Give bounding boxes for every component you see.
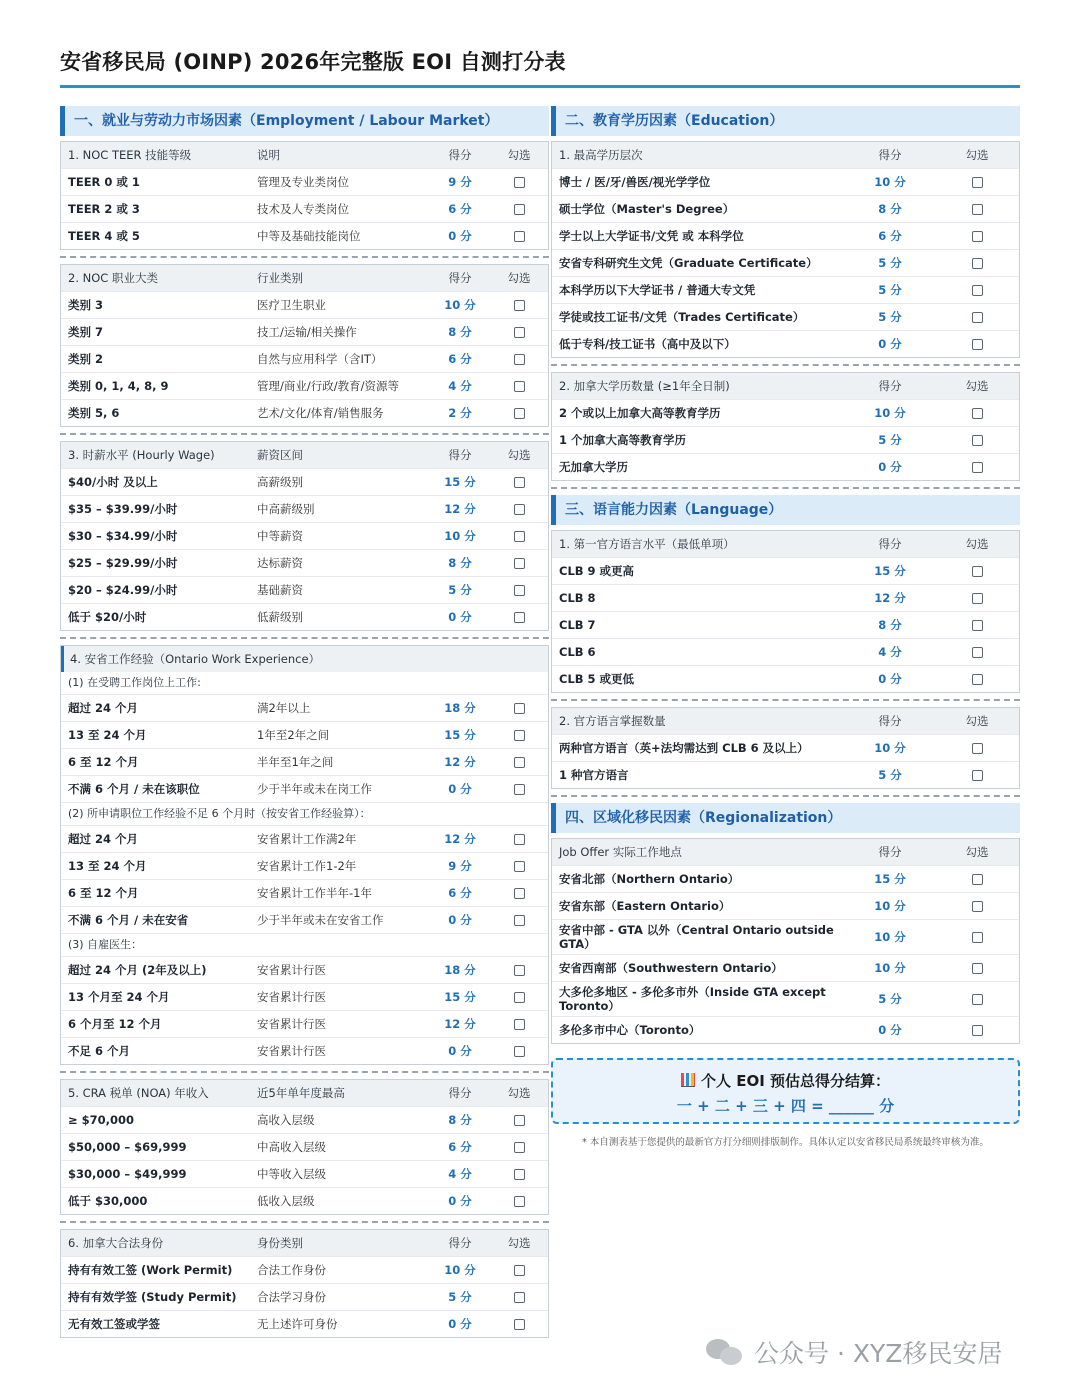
checkbox[interactable]: [514, 1319, 525, 1330]
table-row: 博士 / 医/牙/兽医/视光学学位 10 分: [552, 169, 1019, 196]
checkbox[interactable]: [972, 963, 983, 974]
experience-sub-1: (1) 在受聘工作岗位上工作:: [61, 672, 548, 695]
table-row: 安省北部（Northern Ontario） 15 分: [552, 866, 1019, 893]
first-language-table: [551, 530, 1020, 693]
result-formula: 一 + 二 + 三 + 四 = ______ 分: [676, 1097, 895, 1115]
table-row: 安省专科研究生文凭（Graduate Certificate） 5 分: [552, 250, 1019, 277]
checkbox[interactable]: [972, 647, 983, 658]
table-row: 两种官方语言（英+法均需达到 CLB 6 及以上） 10 分: [552, 735, 1019, 762]
wage-table: [60, 441, 549, 631]
score-result-box: [551, 1058, 1020, 1124]
checkbox[interactable]: [972, 932, 983, 943]
table-row: 学徒或技工证书/文凭（Trades Certificate） 5 分: [552, 304, 1019, 331]
table-header: 2. 加拿大学历数量 (≥1年全日制) 得分 勾选: [552, 373, 1019, 400]
table-row: CLB 9 或更高 15 分: [552, 558, 1019, 585]
dashed-divider: [551, 487, 1020, 489]
official-languages-table: [551, 707, 1020, 789]
table-row: $30,000 – $49,999 中等收入层级 4 分: [61, 1161, 548, 1188]
noc-category-table: [60, 264, 549, 427]
table-row: 持有有效学签 (Study Permit) 合法学习身份 5 分: [61, 1284, 548, 1311]
section-region-title: 四、区域化移民因素（Regionalization）: [551, 803, 1020, 833]
checkbox[interactable]: [514, 861, 525, 872]
dashed-divider: [551, 364, 1020, 366]
watermark: [706, 1334, 1002, 1370]
checkbox[interactable]: [972, 994, 983, 1005]
checkbox[interactable]: [972, 231, 983, 242]
table-row: 不满 6 个月 / 未在该职位 少于半年或未在岗工作 0 分: [61, 776, 548, 803]
table-row: 学士以上大学证书/文凭 或 本科学位 6 分: [552, 223, 1019, 250]
experience-header: 4. 安省工作经验（Ontario Work Experience）: [61, 646, 548, 672]
section-education-title: 二、教育学历因素（Education）: [551, 106, 1020, 136]
checkbox[interactable]: [514, 612, 525, 623]
table-header: 2. NOC 职业大类 行业类别 得分 勾选: [61, 265, 548, 292]
table-header: 2. 官方语言掌握数量 得分 勾选: [552, 708, 1019, 735]
checkbox[interactable]: [514, 408, 525, 419]
table-row: 不足 6 个月 安省累计行医 0 分: [61, 1038, 548, 1064]
table-row: 持有有效工签 (Work Permit) 合法工作身份 10 分: [61, 1257, 548, 1284]
checkbox[interactable]: [514, 585, 525, 596]
canadian-education-table: [551, 372, 1020, 481]
table-row: 低于专科/技工证书（高中及以下） 0 分: [552, 331, 1019, 357]
table-row: 1 个加拿大高等教育学历 5 分: [552, 427, 1019, 454]
dashed-divider: [551, 795, 1020, 797]
table-row: TEER 4 或 5 中等及基础技能岗位 0 分: [61, 223, 548, 249]
checkbox[interactable]: [972, 312, 983, 323]
table-row: CLB 5 或更低 0 分: [552, 666, 1019, 692]
table-row: 低于 $30,000 低收入层级 0 分: [61, 1188, 548, 1214]
checkbox[interactable]: [514, 1115, 525, 1126]
dashed-divider: [60, 1221, 549, 1223]
checkbox[interactable]: [972, 593, 983, 604]
dashed-divider: [60, 637, 549, 639]
table-row: 超过 24 个月 满2年以上 18 分: [61, 695, 548, 722]
table-row: CLB 8 12 分: [552, 585, 1019, 612]
checkbox[interactable]: [972, 566, 983, 577]
table-row: 安省西南部（Southwestern Ontario） 10 分: [552, 955, 1019, 982]
checkbox[interactable]: [972, 674, 983, 685]
table-row: $40/小时 及以上 高薪级别 15 分: [61, 469, 548, 496]
checkbox[interactable]: [514, 1292, 525, 1303]
table-row: CLB 6 4 分: [552, 639, 1019, 666]
checkbox[interactable]: [972, 435, 983, 446]
table-row: 1 种官方语言 5 分: [552, 762, 1019, 788]
watermark-text: 公众号 · XYZ移民安居: [754, 1339, 1003, 1368]
footnote: * 本自测表基于您提供的最新官方打分细则排版制作。具体认定以安省移民局系统最终审核为准。: [582, 1137, 989, 1148]
checkbox[interactable]: [514, 703, 525, 714]
table-row: 6 个月至 12 个月 安省累计行医 12 分: [61, 1011, 548, 1038]
experience-sub-2: (2) 所申请职位工作经验不足 6 个月时（按安省工作经验算）：: [61, 803, 548, 826]
checkbox[interactable]: [972, 204, 983, 215]
checkbox[interactable]: [514, 558, 525, 569]
checkbox[interactable]: [514, 1196, 525, 1207]
checkbox[interactable]: [514, 177, 525, 188]
section-language-title: 三、语言能力因素（Language）: [551, 495, 1020, 525]
wechat-icon: [706, 1337, 744, 1367]
table-row: $50,000 – $69,999 中高收入层级 6 分: [61, 1134, 548, 1161]
dashed-divider: [60, 256, 549, 258]
table-row: 类别 7 技工/运输/相关操作 8 分: [61, 319, 548, 346]
checkbox[interactable]: [514, 354, 525, 365]
checkbox[interactable]: [514, 730, 525, 741]
checkbox[interactable]: [514, 381, 525, 392]
checkbox[interactable]: [514, 834, 525, 845]
table-row: $25 – $29.99/小时 达标薪资 8 分: [61, 550, 548, 577]
table-row: $35 – $39.99/小时 中高薪级别 12 分: [61, 496, 548, 523]
checkbox[interactable]: [972, 1025, 983, 1036]
dashed-divider: [60, 1071, 549, 1073]
dashed-divider: [60, 433, 549, 435]
table-row: 6 至 12 个月 安省累计工作半年-1年 6 分: [61, 880, 548, 907]
checkbox[interactable]: [972, 874, 983, 885]
checkbox[interactable]: [514, 531, 525, 542]
checkbox[interactable]: [972, 743, 983, 754]
checkbox[interactable]: [972, 620, 983, 631]
experience-sub-3: (3) 自雇医生：: [61, 934, 548, 957]
checkbox[interactable]: [972, 177, 983, 188]
table-row: 硕士学位（Master's Degree） 8 分: [552, 196, 1019, 223]
table-row: 多伦多市中心（Toronto） 0 分: [552, 1017, 1019, 1043]
checkbox[interactable]: [514, 915, 525, 926]
table-row: 低于 $20/小时 低薪级别 0 分: [61, 604, 548, 630]
degree-table: [551, 141, 1020, 358]
table-row: 13 至 24 个月 1年至2年之间 15 分: [61, 722, 548, 749]
checkbox[interactable]: [972, 770, 983, 781]
table-row: 2 个或以上加拿大高等教育学历 10 分: [552, 400, 1019, 427]
noc-teer-table: [60, 141, 549, 250]
income-table: [60, 1079, 549, 1215]
checkbox[interactable]: [514, 1265, 525, 1276]
bar-chart-icon: [681, 1073, 695, 1087]
table-row: 安省东部（Eastern Ontario） 10 分: [552, 893, 1019, 920]
checkbox[interactable]: [514, 992, 525, 1003]
checkbox[interactable]: [514, 327, 525, 338]
checkbox[interactable]: [514, 231, 525, 242]
table-row: ≥ $70,000 高收入层级 8 分: [61, 1107, 548, 1134]
checkbox[interactable]: [514, 888, 525, 899]
table-header: 1. 最高学历层次 得分 勾选: [552, 142, 1019, 169]
table-row: TEER 0 或 1 管理及专业类岗位 9 分: [61, 169, 548, 196]
checkbox[interactable]: [514, 784, 525, 795]
left-column: [60, 106, 549, 1338]
table-header: 1. NOC TEER 技能等级 说明 得分 勾选: [61, 142, 548, 169]
checkbox[interactable]: [972, 285, 983, 296]
page-title: 安省移民局 (OINP) 2026年完整版 EOI 自测打分表: [60, 50, 566, 74]
table-row: 13 个月至 24 个月 安省累计行医 15 分: [61, 984, 548, 1011]
checkbox[interactable]: [514, 477, 525, 488]
right-column: [551, 106, 1020, 1150]
table-header: 1. 第一官方语言水平（最低单项） 得分 勾选: [552, 531, 1019, 558]
table-header: 3. 时薪水平 (Hourly Wage) 薪资区间 得分 勾选: [61, 442, 548, 469]
dashed-divider: [551, 699, 1020, 701]
table-row: $20 – $24.99/小时 基础薪资 5 分: [61, 577, 548, 604]
region-table: [551, 838, 1020, 1044]
checkbox[interactable]: [514, 504, 525, 515]
status-table: [60, 1229, 549, 1338]
checkbox[interactable]: [514, 300, 525, 311]
checkbox[interactable]: [972, 901, 983, 912]
title-divider: [60, 85, 1020, 88]
section-employment-title: 一、就业与劳动力市场因素（Employment / Labour Market）: [60, 106, 549, 136]
checkbox[interactable]: [514, 1169, 525, 1180]
table-row: 类别 2 自然与应用科学（含IT） 6 分: [61, 346, 548, 373]
checkbox[interactable]: [514, 1019, 525, 1030]
checkbox[interactable]: [514, 757, 525, 768]
table-row: 13 至 24 个月 安省累计工作1-2年 9 分: [61, 853, 548, 880]
table-header: 5. CRA 税单 (NOA) 年收入 近5年单年度最高 得分 勾选: [61, 1080, 548, 1107]
table-row: 本科学历以下大学证书 / 普通大专文凭 5 分: [552, 277, 1019, 304]
table-row: 无有效工签或学签 无上述许可身份 0 分: [61, 1311, 548, 1337]
table-row: 不满 6 个月 / 未在安省 少于半年或未在安省工作 0 分: [61, 907, 548, 934]
table-row: CLB 7 8 分: [552, 612, 1019, 639]
checkbox[interactable]: [514, 1142, 525, 1153]
checkbox[interactable]: [514, 204, 525, 215]
checkbox[interactable]: [514, 1046, 525, 1057]
checkbox[interactable]: [972, 339, 983, 350]
result-title: 个人 EOI 预估总得分结算：: [700, 1072, 891, 1090]
checkbox[interactable]: [972, 258, 983, 269]
table-row: 6 至 12 个月 半年至1年之间 12 分: [61, 749, 548, 776]
table-row: 超过 24 个月 安省累计工作满2年 12 分: [61, 826, 548, 853]
table-row: 类别 0, 1, 4, 8, 9 管理/商业/行政/教育/资源等 4 分: [61, 373, 548, 400]
table-header: 6. 加拿大合法身份 身份类别 得分 勾选: [61, 1230, 548, 1257]
table-row: TEER 2 或 3 技术及人专类岗位 6 分: [61, 196, 548, 223]
table-row: 安省中部 - GTA 以外（Central Ontario outside GTA） 10 分: [552, 920, 1019, 955]
table-header: Job Offer 实际工作地点 得分 勾选: [552, 839, 1019, 866]
table-row: 大多伦多地区 - 多伦多市外（Inside GTA except Toronto） 5 分: [552, 982, 1019, 1017]
table-row: 类别 5, 6 艺术/文化/体育/销售服务 2 分: [61, 400, 548, 426]
table-row: 超过 24 个月 (2年及以上) 安省累计行医 18 分: [61, 957, 548, 984]
checkbox[interactable]: [972, 462, 983, 473]
table-row: 类别 3 医疗卫生职业 10 分: [61, 292, 548, 319]
checkbox[interactable]: [514, 965, 525, 976]
table-row: $30 – $34.99/小时 中等薪资 10 分: [61, 523, 548, 550]
table-row: 无加拿大学历 0 分: [552, 454, 1019, 480]
experience-table: [60, 645, 549, 1065]
checkbox[interactable]: [972, 408, 983, 419]
